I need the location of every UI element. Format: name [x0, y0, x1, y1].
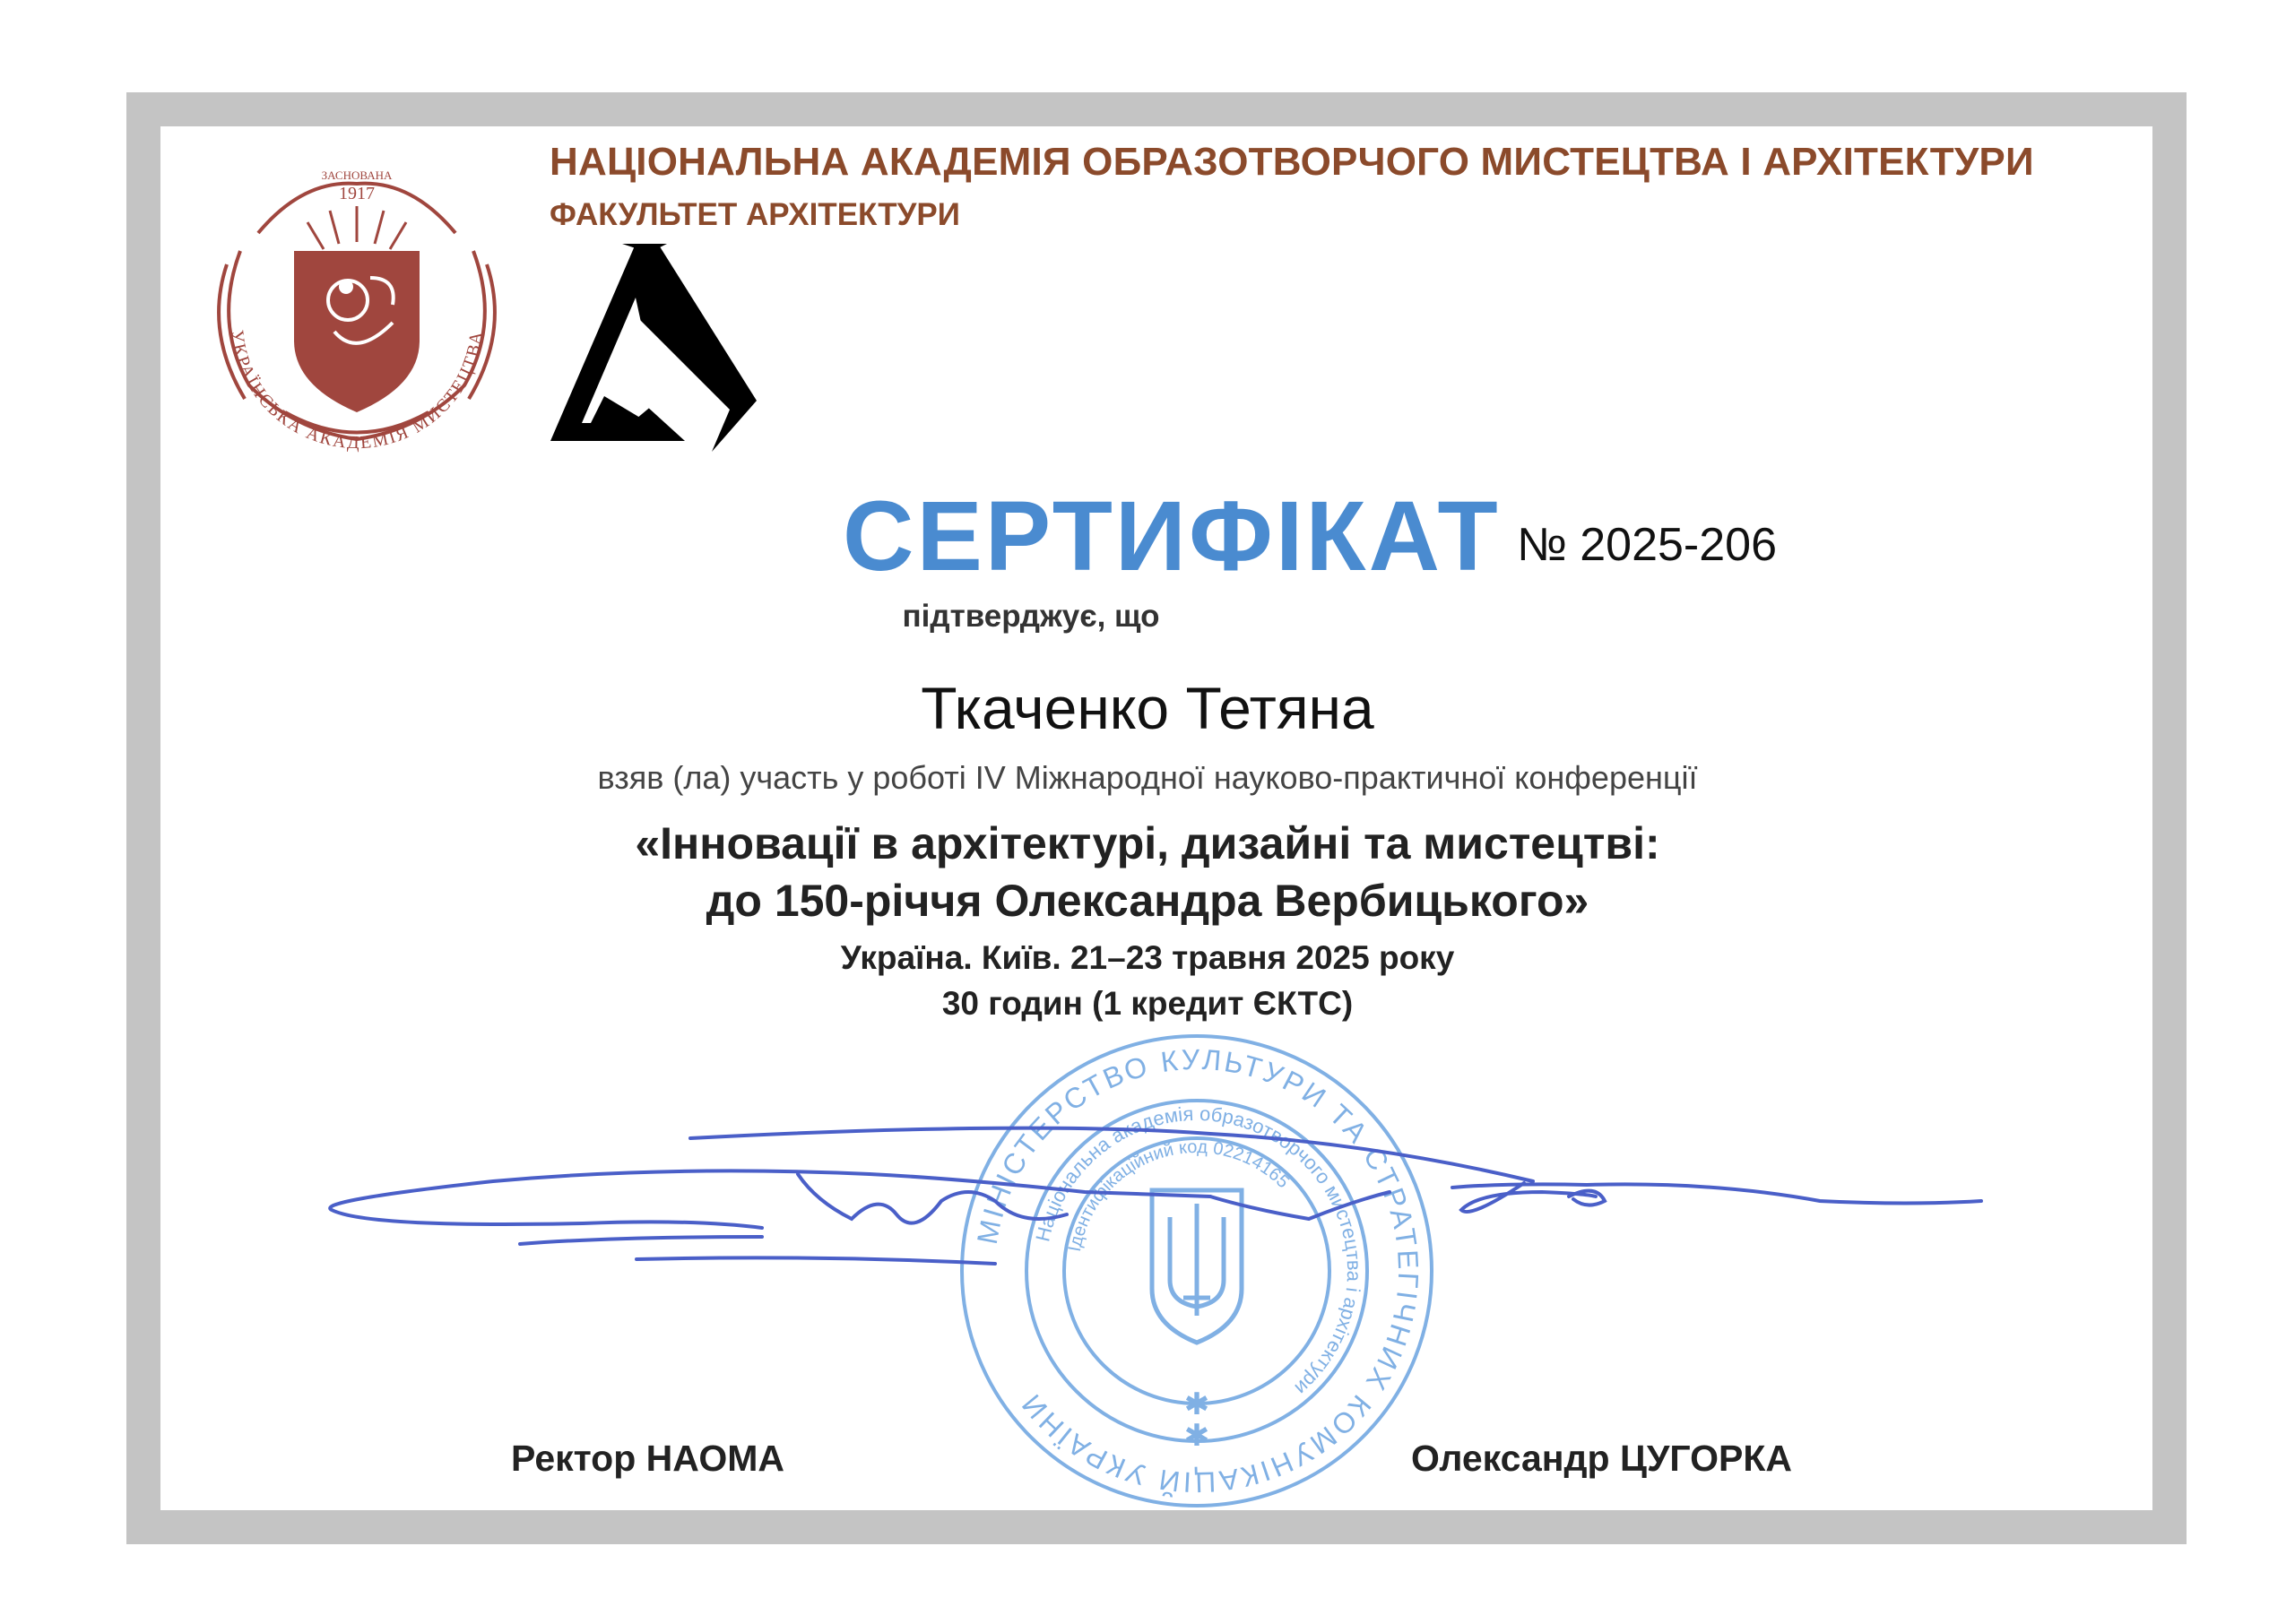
participation-text: взяв (ла) участь у роботі IV Міжнародної науково-практичної конференції	[597, 759, 1698, 796]
institution-name: НАЦІОНАЛЬНА АКАДЕМІЯ ОБРАЗОТВОРЧОГО МИСТЕЦТВА І АРХІТЕКТУРИ	[550, 140, 2034, 184]
place-date: Україна. Київ. 21–23 травня 2025 року	[840, 939, 1455, 976]
recipient-name: Ткаченко Тетяна	[921, 675, 1374, 741]
svg-text:✱: ✱	[1183, 1387, 1210, 1421]
conference-title-line1: «Інновації в архітектурі, дизайні та мистецтві:	[635, 818, 1660, 868]
certificate-title: СЕРТИФІКАТ	[843, 481, 1501, 592]
certificate-number: № 2025-206	[1517, 519, 1777, 571]
confirms-text: підтверджує, що	[902, 599, 1160, 634]
svg-text:УКРАЇНСЬКА АКАДЕМІЯ МИСТЕЦТВА: УКРАЇНСЬКА АКАДЕМІЯ МИСТЕЦТВА	[227, 328, 487, 454]
svg-text:Національна академія образотво: Національна академія образотворчого мистецтва і архітектури	[1031, 1101, 1366, 1400]
signer-name: Олександр ЦУГОРКА	[1411, 1438, 1792, 1479]
svg-text:✱: ✱	[1183, 1419, 1210, 1453]
svg-text:Ідентифікаційний код 02214165: Ідентифікаційний код 02214165	[1064, 1136, 1294, 1254]
svg-text:МІНІСТЕРСТВО КУЛЬТУРИ ТА СТРАТ: МІНІСТЕРСТВО КУЛЬТУРИ ТА СТРАТЕГІЧНИХ КОМУНІКАЦІЙ УКРАЇНИ	[970, 1042, 1425, 1499]
signature-icon	[314, 1111, 1999, 1309]
svg-text:1917: 1917	[339, 184, 375, 203]
hours-credits: 30 годин (1 кредит ЄКТС)	[941, 985, 1354, 1022]
academy-seal-icon	[178, 143, 536, 466]
faculty-name: ФАКУЛЬТЕТ АРХІТЕКТУРИ	[550, 197, 960, 232]
rector-label: Ректор НАОМА	[511, 1438, 784, 1479]
svg-text:ЗАСНОВАНА: ЗАСНОВАНА	[321, 168, 393, 182]
triangle-logo-icon	[550, 244, 757, 452]
conference-title-line2: до 150-річчя Олександра Вербицького»	[706, 876, 1589, 926]
